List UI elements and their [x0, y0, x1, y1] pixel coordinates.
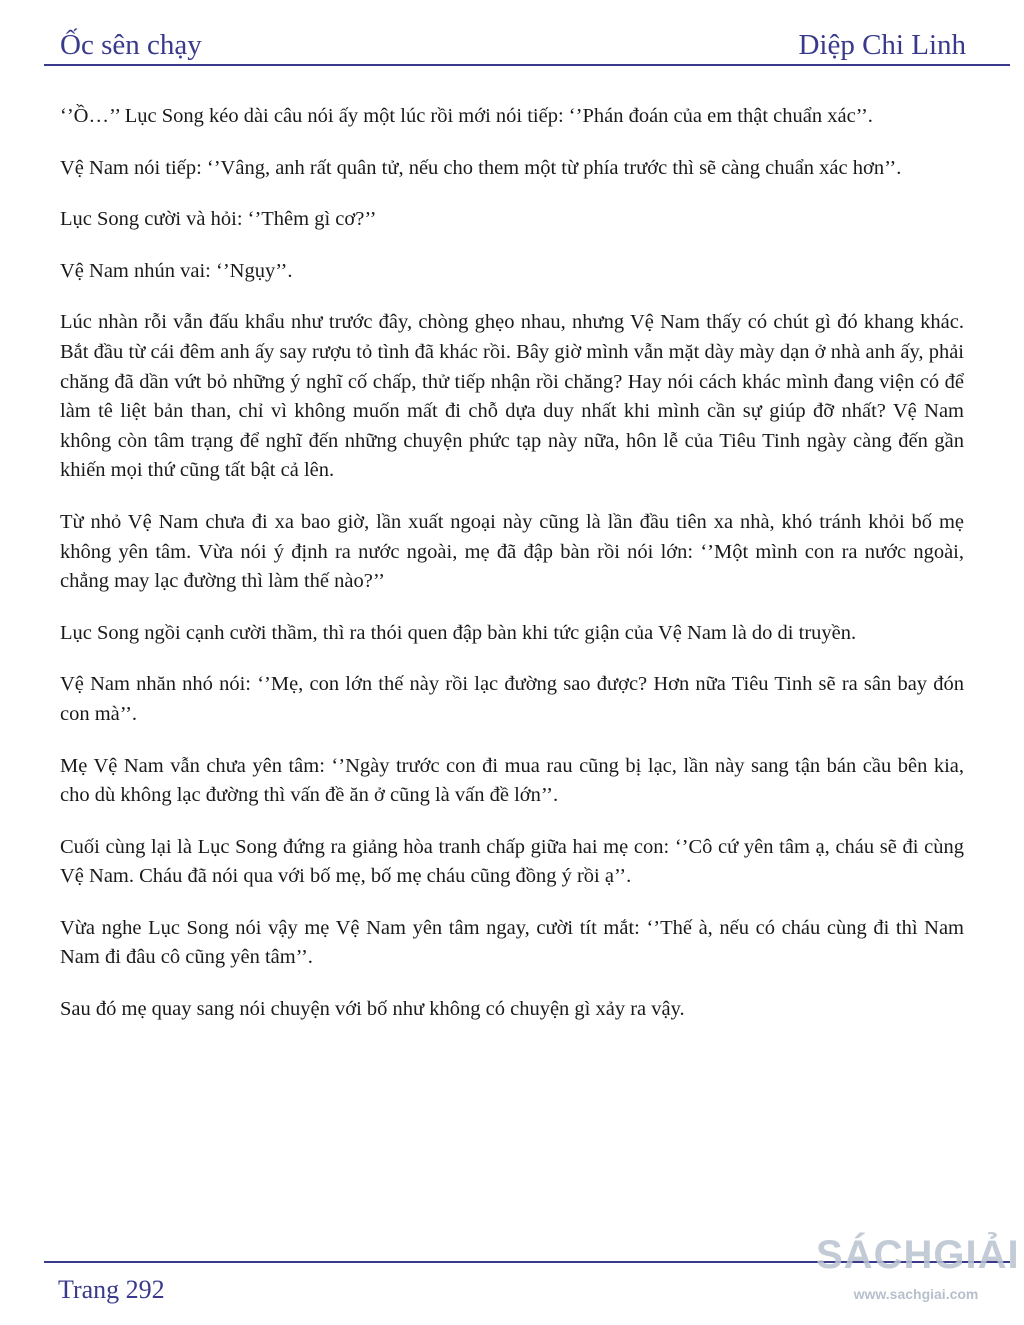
paragraph: Vệ Nam nhún vai: ‘’Ngụy’’.	[60, 259, 293, 282]
author-name: Diệp Chi Linh	[798, 29, 966, 61]
page-body	[60, 102, 964, 1047]
paragraph: Từ nhỏ Vệ Nam chưa đi xa bao giờ, lần xuất ngoại này cũng là lần đầu tiên xa nhà, khó tránh khỏi bố mẹ không yên tâm. Vừa nói ý định ra nước ngoài, mẹ đã đập bàn rồi nói lớn: ‘’Một mình con ra nước ngoài, chẳng may lạc đường thì làm thế nào?’’	[60, 510, 964, 593]
paragraph: Mẹ Vệ Nam vẫn chưa yên tâm: ‘’Ngày trước con đi mua rau cũng bị lạc, lần này sang tận bán cầu bên kia, cho dù không lạc đường thì vấn đề ăn ở cũng là vấn đề lớn’’.	[60, 754, 964, 807]
watermark	[816, 1232, 1020, 1302]
paragraph: Sau đó mẹ quay sang nói chuyện với bố như không có chuyện gì xảy ra vậy.	[60, 998, 685, 1021]
watermark-url: www.sachgiai.com	[853, 1286, 979, 1302]
header-divider	[44, 64, 1010, 66]
paragraph: Lúc nhàn rỗi vẫn đấu khẩu như trước đây, chòng ghẹo nhau, nhưng Vệ Nam thấy có chút gì đó khang khác. Bắt đầu từ cái đêm anh ấy say rượu tỏ tình đã khác rồi. Bây giờ mình vẫn mặt dày mày dạn ở nhà anh ấy, phải chăng đã dần vứt bỏ những ý nghĩ cố chấp, thử tiếp nhận rồi chăng? Hay nói cách khác mình đang viện có để làm tê liệt bản than, chỉ vì không muốn mất đi chỗ dựa duy nhất khi mình cần sự giúp đỡ nhất? Vệ Nam không còn tâm trạng để nghĩ đến những chuyện phức tạp này nữa, hôn lễ của Tiêu Tinh ngày càng đến gần khiến mọi thứ cũng tất bật cả lên.	[60, 311, 964, 482]
watermark-logo: SÁCHGIẢI	[816, 1233, 1020, 1277]
paragraph: Vệ Nam nói tiếp: ‘’Vâng, anh rất quân tử, nếu cho them một từ phía trước thì sẽ càng chuẩn xác hơn’’.	[60, 156, 902, 179]
paragraph: Lục Song ngồi cạnh cười thầm, thì ra thói quen đập bàn khi tức giận của Vệ Nam là do di truyền.	[60, 621, 857, 644]
paragraph: Vệ Nam nhăn nhó nói: ‘’Mẹ, con lớn thế này rồi lạc đường sao được? Hơn nữa Tiêu Tinh sẽ ra sân bay đón con mà’’.	[60, 673, 964, 725]
paragraph: ‘’Ồ…’’ Lục Song kéo dài câu nói ấy một lúc rồi mới nói tiếp: ‘’Phán đoán của em thật chuẩn xác’’.	[60, 105, 873, 127]
paragraph: Cuối cùng lại là Lục Song đứng ra giảng hòa tranh chấp giữa hai mẹ con: ‘’Cô cứ yên tâm ạ, cháu sẽ đi cùng Vệ Nam. Cháu đã nói qua với bố mẹ, bố mẹ cháu cũng đồng ý rồi ạ’’.	[60, 835, 964, 888]
paragraph: Vừa nghe Lục Song nói vậy mẹ Vệ Nam yên tâm ngay, cười tít mắt: ‘’Thế à, nếu có cháu cùng đi thì Nam Nam đi đâu cô cũng yên tâm’’.	[60, 916, 964, 969]
page-header	[60, 22, 966, 62]
page-number: Trang 292	[58, 1275, 165, 1304]
paragraph: Lục Song cười và hỏi: ‘’Thêm gì cơ?’’	[60, 208, 377, 231]
book-title: Ốc sên chạy	[60, 29, 202, 61]
